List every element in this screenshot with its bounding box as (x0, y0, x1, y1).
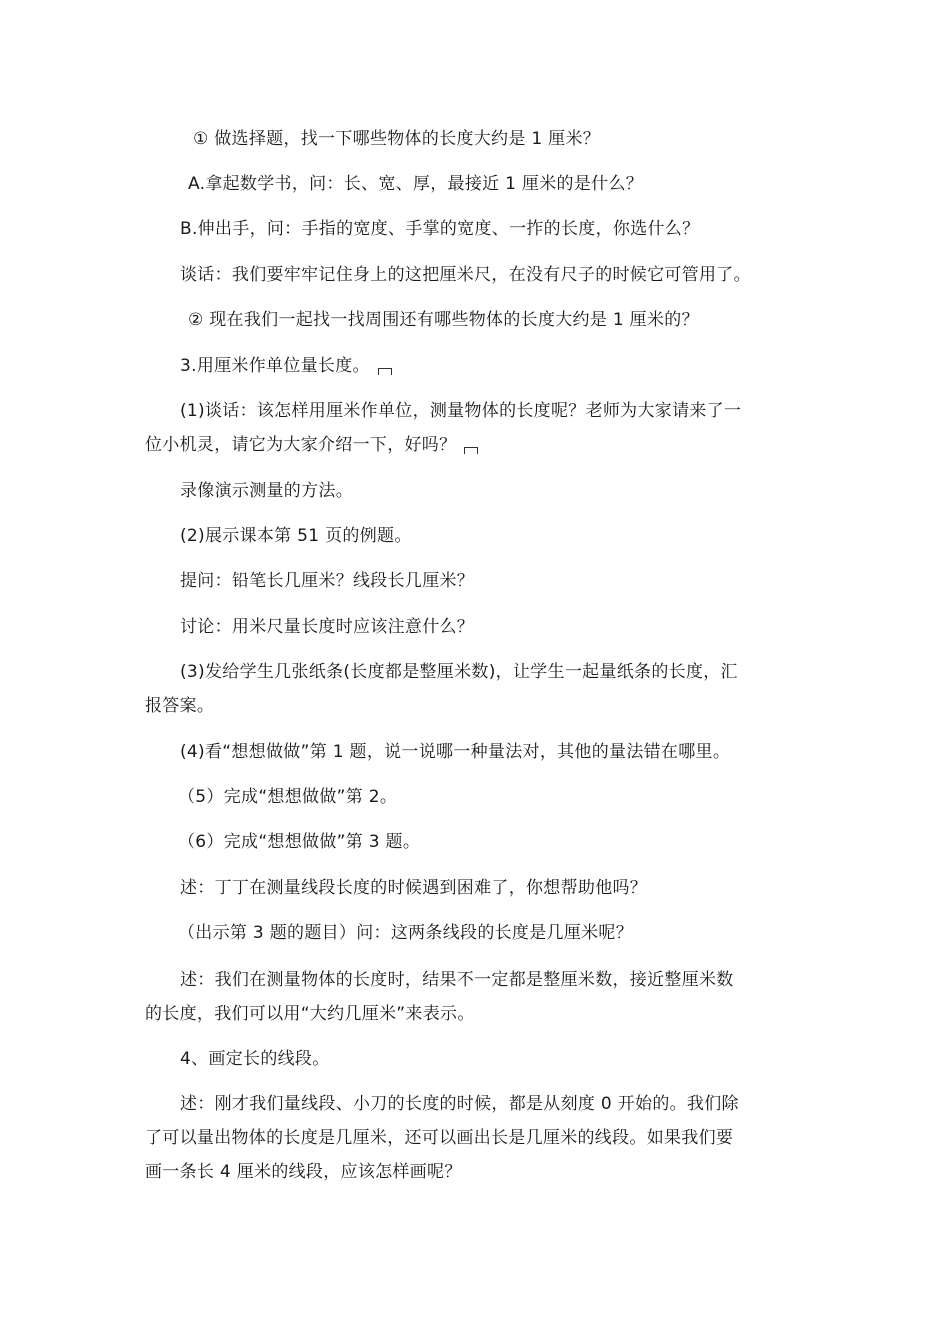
option-b: B.伸出手，问：手指的宽度、手掌的宽度、一拃的长度，你选什么？ (180, 219, 700, 239)
paragraph-2: (2)展示课本第 51 页的例题。 (180, 526, 412, 546)
paragraph-6: （6）完成“想想做做”第 3 题。 (178, 832, 421, 852)
narration-line-2: 述：我们在测量物体的长度时，结果不一定都是整厘米数，接近整厘米数 (180, 970, 734, 990)
show-question-line: （出示第 3 题的题目）问：这两条线段的长度是几厘米呢？ (178, 923, 634, 943)
narration-line-1: 述：丁丁在测量线段长度的时候遇到困难了，你想帮助他吗？ (180, 878, 648, 898)
paragraph-3-line-2: 报答案。 (145, 696, 215, 716)
paragraph-1-line-2-text: 位小机灵，请它为大家介绍一下，好吗？ (145, 435, 457, 455)
question-line: 提问：铅笔长几厘米？线段长几厘米？ (180, 571, 475, 591)
choice-question-item: ① 做选择题，找一下哪些物体的长度大约是 1 厘米？ (193, 129, 601, 149)
section-heading-text: 3.用厘米作单位量长度。 (180, 356, 370, 376)
discussion-line: 讨论：用米尺量长度时应该注意什么？ (180, 617, 475, 637)
narration-line-2-cont: 的长度，我们可以用“大约几厘米”来表示。 (145, 1004, 475, 1024)
paragraph-1-line-2 (145, 434, 478, 456)
narration-line-3-cont-1: 了可以量出物体的长度是几厘米，还可以画出长是几厘米的线段。如果我们要 (145, 1128, 734, 1148)
paragraph-4: (4)看“想想做做”第 1 题，说一说哪一种量法对，其他的量法错在哪里。 (180, 742, 731, 762)
section-heading-3 (180, 355, 392, 377)
section-heading-4: 4、画定长的线段。 (180, 1049, 330, 1069)
narration-line-3: 述：刚才我们量线段、小刀的长度的时候，都是从刻度 0 开始的。我们除 (180, 1094, 739, 1114)
paragraph-3-line-1: (3)发给学生几张纸条(长度都是整厘米数)，让学生一起量纸条的长度，汇 (180, 662, 738, 682)
find-around-item: ② 现在我们一起找一找周围还有哪些物体的长度大约是 1 厘米的？ (188, 310, 699, 330)
paragraph-5: （5）完成“想想做做”第 2。 (178, 787, 398, 807)
talk-paragraph: 谈话：我们要牢牢记住身上的这把厘米尺，在没有尺子的时候它可管用了。 (180, 265, 751, 285)
video-demo-line: 录像演示测量的方法。 (180, 481, 353, 501)
paragraph-1-line-1: (1)谈话：该怎样用厘米作单位，测量物体的长度呢？老师为大家请来了一 (180, 401, 742, 421)
narration-line-3-cont-2: 画一条长 4 厘米的线段，应该怎样画呢？ (145, 1162, 462, 1182)
bracket-mark-icon (378, 368, 392, 375)
bracket-mark-icon (464, 447, 478, 454)
option-a: A.拿起数学书，问：长、宽、厚，最接近 1 厘米的是什么？ (188, 174, 644, 194)
